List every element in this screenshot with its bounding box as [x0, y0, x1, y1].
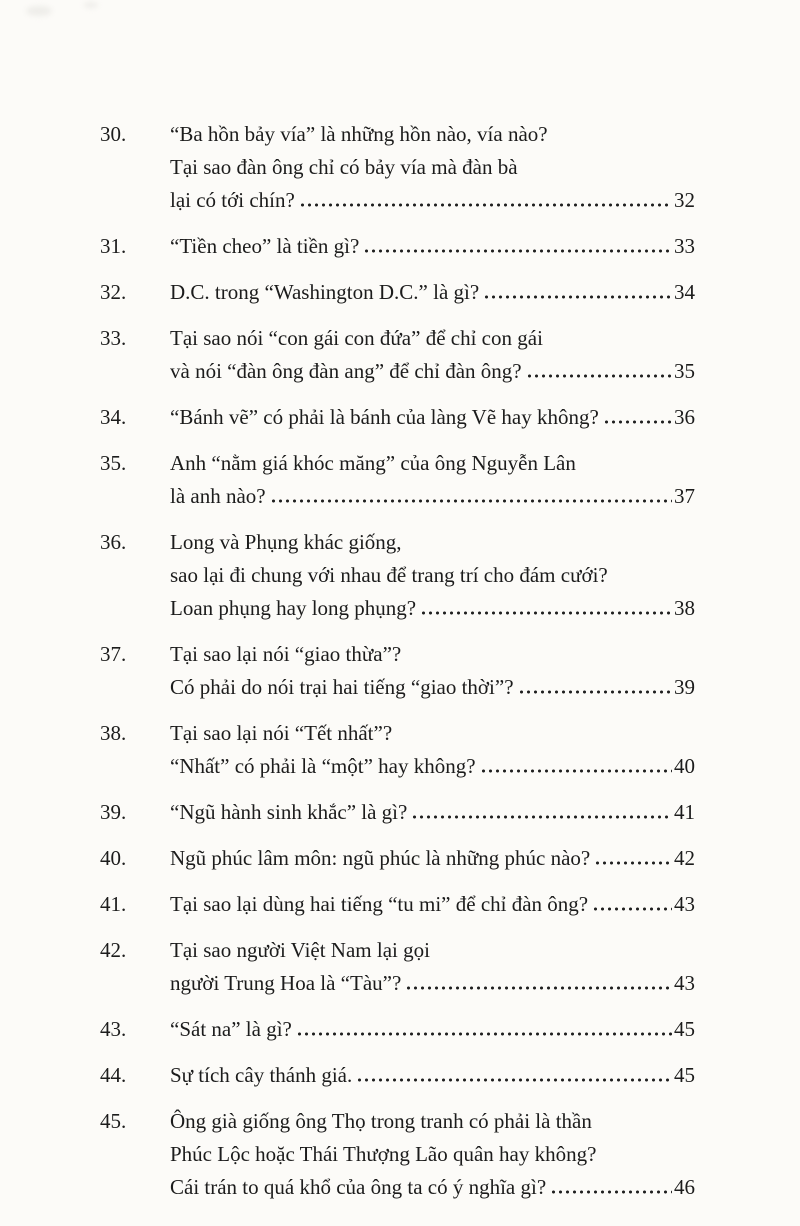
page-number: 43	[674, 971, 695, 995]
page-number: 38	[674, 596, 695, 620]
toc-entry-number: 45.	[100, 1109, 127, 1133]
toc-entry-line	[170, 230, 695, 263]
toc-entry-line	[170, 750, 695, 783]
scan-artifact	[84, 2, 98, 8]
toc-line-text: sao lại đi chung với nhau để trang trí cho đám cưới?	[170, 563, 608, 587]
page-number: 40	[674, 754, 695, 778]
page-number: 43	[674, 892, 695, 916]
dotted-leader	[480, 766, 672, 776]
dotted-leader	[550, 1187, 672, 1197]
toc-line-text: “Bánh vẽ” có phải là bánh của làng Vẽ hay không?	[170, 405, 599, 429]
toc-line-text: người Trung Hoa là “Tàu”?	[170, 971, 402, 995]
dotted-leader	[270, 496, 672, 506]
toc-line-text: Tại sao đàn ông chỉ có bảy vía mà đàn bà	[170, 155, 518, 179]
toc-entry-body	[170, 322, 695, 388]
toc-entry	[100, 526, 695, 625]
toc-line-text: D.C. trong “Washington D.C.” là gì?	[170, 280, 480, 304]
toc-entry-number: 33.	[100, 326, 127, 350]
toc-entry-number: 41.	[100, 892, 127, 916]
toc-entry-body	[170, 447, 695, 513]
toc-line-text: Loan phụng hay long phụng?	[170, 596, 417, 620]
toc-line-text: lại có tới chín?	[170, 188, 295, 212]
toc-entry-body	[170, 934, 695, 1000]
dotted-leader	[296, 1029, 672, 1039]
dotted-leader	[356, 1075, 672, 1085]
toc-entry-line	[170, 842, 695, 875]
toc-entry-number: 34.	[100, 405, 127, 429]
toc-entry-body	[170, 888, 695, 921]
dotted-leader	[483, 292, 672, 302]
toc-entry-line	[170, 559, 695, 592]
toc-entry-body	[170, 1013, 695, 1046]
toc-entry-body	[170, 717, 695, 783]
toc-line-text: “Ba hồn bảy vía” là những hồn nào, vía nào?	[170, 122, 548, 146]
page-number: 42	[674, 846, 695, 870]
toc-entry-body	[170, 401, 695, 434]
toc-entry-line	[170, 671, 695, 704]
page-number: 45	[674, 1017, 695, 1041]
toc-line-text: Cái trán to quá khổ của ông ta có ý nghĩa gì?	[170, 1175, 547, 1199]
dotted-leader	[420, 608, 672, 618]
toc-line-text: Long và Phụng khác giống,	[170, 530, 402, 554]
toc-entry-line	[170, 118, 695, 151]
toc-line-text: và nói “đàn ông đàn ang” để chỉ đàn ông?	[170, 359, 522, 383]
toc-entry	[100, 796, 695, 829]
toc-entry	[100, 322, 695, 388]
toc-entry-line	[170, 355, 695, 388]
toc-entry-number: 37.	[100, 642, 127, 666]
toc-line-text: “Sát na” là gì?	[170, 1017, 292, 1041]
toc-line-text: Sự tích cây thánh giá.	[170, 1063, 353, 1087]
toc-entry-body	[170, 1059, 695, 1092]
toc-list	[100, 118, 695, 1204]
toc-entry	[100, 1059, 695, 1092]
toc-entry-body	[170, 638, 695, 704]
toc-entry-line	[170, 401, 695, 434]
page-number: 32	[674, 188, 695, 212]
toc-entry	[100, 401, 695, 434]
toc-entry-number: 32.	[100, 280, 127, 304]
toc-entry-body	[170, 796, 695, 829]
toc-entry-line	[170, 1013, 695, 1046]
toc-entry-body	[170, 526, 695, 625]
page-number: 34	[674, 280, 695, 304]
toc-entry-number: 30.	[100, 122, 127, 146]
toc-entry-line	[170, 1105, 695, 1138]
toc-entry-line	[170, 1171, 695, 1204]
toc-entry-line	[170, 592, 695, 625]
toc-entry-number: 44.	[100, 1063, 127, 1087]
toc-entry-number: 36.	[100, 530, 127, 554]
toc-entry-line	[170, 151, 695, 184]
page-number: 45	[674, 1063, 695, 1087]
toc-line-text: Phúc Lộc hoặc Thái Thượng Lão quân hay không?	[170, 1142, 597, 1166]
dotted-leader	[603, 417, 672, 427]
toc-entry-number: 31.	[100, 234, 127, 258]
dotted-leader	[363, 246, 672, 256]
toc-entry	[100, 1013, 695, 1046]
toc-entry	[100, 842, 695, 875]
toc-entry-body	[170, 1105, 695, 1204]
toc-line-text: Tại sao người Việt Nam lại gọi	[170, 938, 430, 962]
toc-entry	[100, 118, 695, 217]
toc-line-text: Ông già giống ông Thọ trong tranh có phải là thần	[170, 1109, 592, 1133]
toc-entry-line	[170, 447, 695, 480]
toc-entry-line	[170, 1059, 695, 1092]
toc-entry	[100, 934, 695, 1000]
dotted-leader	[405, 983, 672, 993]
scan-artifact	[26, 6, 52, 16]
dotted-leader	[411, 812, 672, 822]
page-number: 41	[674, 800, 695, 824]
toc-line-text: Ngũ phúc lâm môn: ngũ phúc là những phúc nào?	[170, 846, 591, 870]
toc-entry-number: 39.	[100, 800, 127, 824]
dotted-leader	[299, 200, 672, 210]
toc-entry-line	[170, 480, 695, 513]
toc-line-text: Tại sao lại dùng hai tiếng “tu mi” để chỉ đàn ông?	[170, 892, 589, 916]
page-number: 35	[674, 359, 695, 383]
toc-entry-line	[170, 888, 695, 921]
dotted-leader	[518, 687, 672, 697]
page-number: 46	[674, 1175, 695, 1199]
toc-entry	[100, 276, 695, 309]
toc-entry	[100, 447, 695, 513]
toc-line-text: Tại sao nói “con gái con đứa” để chỉ con gái	[170, 326, 543, 350]
toc-line-text: Anh “nằm giá khóc măng” của ông Nguyễn Lân	[170, 451, 576, 475]
toc-entry-line	[170, 717, 695, 750]
dotted-leader	[592, 904, 672, 914]
toc-entry-number: 43.	[100, 1017, 127, 1041]
dotted-leader	[594, 858, 672, 868]
toc-entry	[100, 888, 695, 921]
toc-line-text: Có phải do nói trại hai tiếng “giao thời”?	[170, 675, 514, 699]
toc-entry-line	[170, 934, 695, 967]
toc-entry-body	[170, 276, 695, 309]
toc-entry-body	[170, 230, 695, 263]
toc-line-text: “Nhất” có phải là “một” hay không?	[170, 754, 476, 778]
toc-entry-line	[170, 276, 695, 309]
toc-entry	[100, 638, 695, 704]
toc-entry-line	[170, 1138, 695, 1171]
toc-entry-line	[170, 526, 695, 559]
toc-entry-number: 40.	[100, 846, 127, 870]
page-number: 36	[674, 405, 695, 429]
toc-entry-line	[170, 796, 695, 829]
toc-entry-number: 38.	[100, 721, 127, 745]
toc-line-text: là anh nào?	[170, 484, 266, 508]
page-number: 33	[674, 234, 695, 258]
toc-entry-body	[170, 118, 695, 217]
page-number: 39	[674, 675, 695, 699]
toc-entry-line	[170, 322, 695, 355]
toc-entry	[100, 230, 695, 263]
toc-entry	[100, 717, 695, 783]
toc-entry-number: 42.	[100, 938, 127, 962]
toc-line-text: “Ngũ hành sinh khắc” là gì?	[170, 800, 408, 824]
toc-line-text: Tại sao lại nói “Tết nhất”?	[170, 721, 393, 745]
page-number: 37	[674, 484, 695, 508]
toc-entry-line	[170, 184, 695, 217]
toc-entry-number: 35.	[100, 451, 127, 475]
dotted-leader	[526, 371, 672, 381]
toc-entry-line	[170, 638, 695, 671]
toc-line-text: Tại sao lại nói “giao thừa”?	[170, 642, 402, 666]
toc-entry-body	[170, 842, 695, 875]
toc-entry	[100, 1105, 695, 1204]
toc-entry-line	[170, 967, 695, 1000]
toc-line-text: “Tiền cheo” là tiền gì?	[170, 234, 360, 258]
